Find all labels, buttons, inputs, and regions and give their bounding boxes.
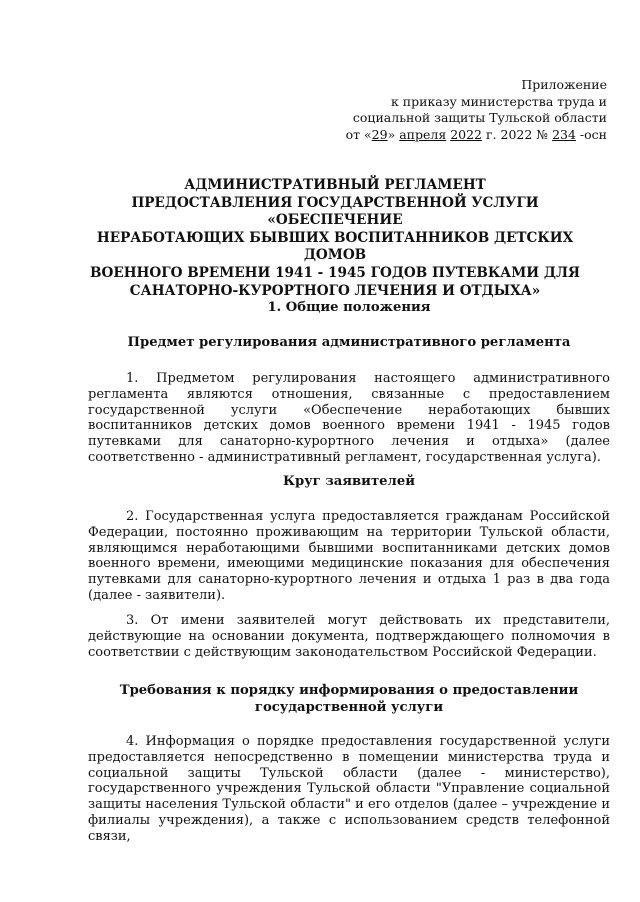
subsection-heading-applicants: Круг заявителей: [282, 474, 415, 489]
date-month: апреля: [399, 126, 447, 142]
subsection-heading-subject: Предмет регулирования административного регламента: [127, 335, 571, 350]
appendix-line-1: Приложение: [521, 77, 607, 92]
subsection-heading-information: [88, 682, 610, 716]
appendix-line-3: социальной защиты Тульской области: [352, 110, 607, 125]
date-sep-1: »: [387, 126, 400, 142]
title-line-5: САНАТОРНО-КУРОРТНОГО ЛЕЧЕНИЯ И ОТДЫХА»: [129, 282, 541, 299]
appendix-line-2: к приказу министерства труда и: [391, 93, 607, 109]
paragraph-2: 2. Государственная услуга предоставляется гражданам Российской Федерации, постоянно проживающим на территории Тульской области, являющимся неработающими бывшими воспитанниками детских домов военного времени, имеющими медицинские показания для обеспечения путевками для санаторно-курортного лечения и отдыха 1 раз в два года (далее - заявители).: [88, 509, 610, 603]
paragraph-1: 1. Предметом регулирования настоящего административного регламента являются отношения, связанные с предоставлением государственной услуги «Обеспечение неработающих бывших воспитанников детских домов военного времени 1941 - 1945 годов путевками для санаторно-курортного лечения и отдыха» (далее соответственно - административный регламент, государственная услуга).: [88, 371, 610, 465]
appendix-block: [307, 77, 607, 143]
title-line-4: ВОЕННОГО ВРЕМЕНИ 1941 - 1945 ГОДОВ ПУТЕВКАМИ ДЛЯ: [90, 264, 580, 281]
title-line-3: НЕРАБОТАЮЩИХ БЫВШИХ ВОСПИТАННИКОВ ДЕТСКИХ ДОМОВ: [96, 229, 574, 264]
order-number: 234: [552, 126, 576, 142]
info-heading-line-1: Требования к порядку информирования о предоставлении: [119, 683, 579, 698]
section-heading: 1. Общие положения: [267, 300, 431, 315]
title-line-1: АДМИНИСТРАТИВНЫЙ РЕГЛАМЕНТ: [184, 177, 486, 193]
appendix-date-line: [307, 127, 607, 144]
date-year: 2022: [450, 126, 483, 142]
info-heading-line-2: государственной услуги: [254, 700, 444, 715]
date-day: 29: [371, 126, 388, 142]
date-prefix: от «: [345, 126, 372, 142]
document-title: [80, 177, 590, 300]
date-sep-3: г. 2022 №: [482, 126, 553, 142]
paragraph-3: 3. От имени заявителей могут действовать их представители, действующие на основании документа, подтверждающего полномочия в соответствии с действующим законодательством Российской Федерации.: [88, 613, 610, 660]
paragraph-4: 4. Информация о порядке предоставления государственной услуги предоставляется непосредственно в помещении министерства труда и социальной защиты Тульской области (далее - министерство), государственного учреждения Тульской области "Управление социальной защиты населения Тульской области" и его отделов (далее – учреждение и филиалы учреждения), а также с использованием средств телефонной связи,: [88, 734, 610, 844]
title-line-2: ПРЕДОСТАВЛЕНИЯ ГОСУДАРСТВЕННОЙ УСЛУГИ «ОБЕСПЕЧЕНИЕ: [131, 194, 539, 229]
order-suffix: -осн: [575, 126, 607, 142]
